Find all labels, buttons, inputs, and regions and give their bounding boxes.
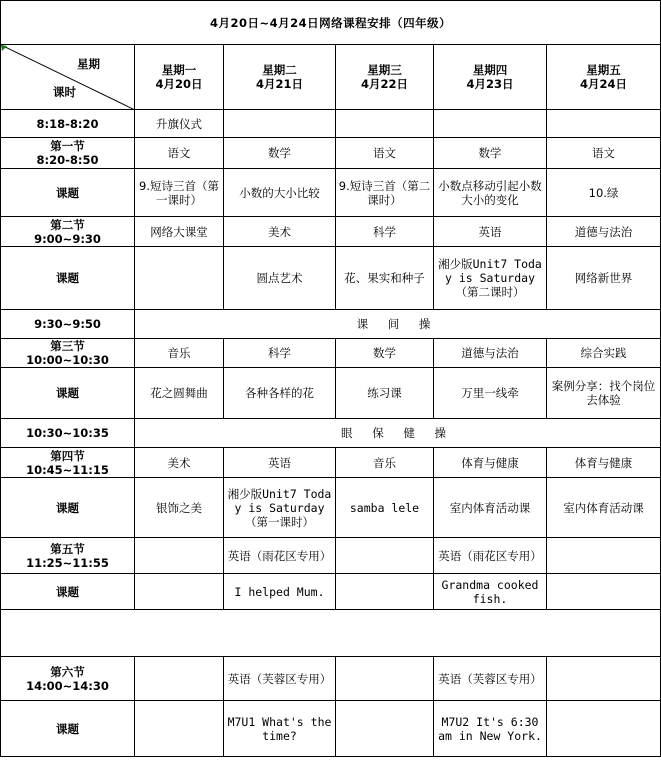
topic-label: 课题 [1,368,135,419]
topic-cell: 小数的大小比较 [224,169,336,217]
subject-cell: 美术 [224,217,336,247]
topic-cell [135,247,224,310]
topic-label: 课题 [1,169,135,217]
corner-header-cell [1,45,135,110]
topic-label: 课题 [1,247,135,310]
period-1-header: 第一节 8:20-8:50 [1,138,135,169]
topic-cell: M7U1 What's the time? [224,701,336,757]
topic-label: 课题 [1,701,135,757]
schedule-title: 4月20日~4月24日网络课程安排（四年级） [1,1,661,45]
topic-cell [547,701,661,757]
subject-cell: 语文 [135,138,224,169]
topic-cell: 案例分享：找个岗位去体验 [547,368,661,419]
topic-cell [336,574,434,610]
day-header-mon: 星期一 4月20日 [135,45,224,110]
subject-cell [135,538,224,574]
period-4-header: 第四节 10:45~11:15 [1,448,135,478]
empty-cell [224,110,336,138]
subject-cell [135,657,224,701]
empty-cell [547,110,661,138]
empty-cell [336,110,434,138]
ceremony-cell: 升旗仪式 [135,110,224,138]
day-header-wed: 星期三 4月22日 [336,45,434,110]
subject-cell: 科学 [224,339,336,368]
subject-cell: 英语 [224,448,336,478]
empty-cell [434,110,547,138]
day-header-thu: 星期四 4月23日 [434,45,547,110]
topic-cell [135,574,224,610]
topic-cell: 银饰之美 [135,478,224,538]
break-time: 9:30~9:50 [1,310,135,339]
period-5-header: 第五节 11:25~11:55 [1,538,135,574]
eye-exercise-cell: 眼 保 健 操 [135,419,661,448]
topic-cell: 练习课 [336,368,434,419]
corner-weekday-label: 星期 [77,57,100,71]
subject-cell: 英语（雨花区专用） [434,538,547,574]
topic-cell: 各种各样的花 [224,368,336,419]
subject-cell [547,538,661,574]
subject-cell: 数学 [434,138,547,169]
topic-cell: 万里一线牵 [434,368,547,419]
subject-cell: 音乐 [135,339,224,368]
subject-cell: 道德与法治 [547,217,661,247]
subject-cell: 英语（雨花区专用） [224,538,336,574]
topic-cell: 湘少版Unit7 Today is Saturday（第二课时） [434,247,547,310]
subject-cell [336,538,434,574]
topic-cell: M7U2 It's 6:30 am in New York. [434,701,547,757]
topic-label: 课题 [1,574,135,610]
topic-cell: 小数点移动引起小数大小的变化 [434,169,547,217]
subject-cell [547,657,661,701]
topic-cell: 圆点艺术 [224,247,336,310]
subject-cell: 道德与法治 [434,339,547,368]
topic-label: 课题 [1,478,135,538]
topic-cell: 网络新世界 [547,247,661,310]
day-header-tue: 星期二 4月21日 [224,45,336,110]
subject-cell: 语文 [336,138,434,169]
topic-cell: 9.短诗三首（第二课时） [336,169,434,217]
topic-cell: Grandma cooked fish. [434,574,547,610]
period-6-header: 第六节 14:00~14:30 [1,657,135,701]
subject-cell: 科学 [336,217,434,247]
subject-cell: 语文 [547,138,661,169]
topic-cell: 花之圆舞曲 [135,368,224,419]
topic-cell: 9.短诗三首（第一课时） [135,169,224,217]
topic-cell: 10.绿 [547,169,661,217]
period-2-header: 第二节 9:00~9:30 [1,217,135,247]
subject-cell: 体育与健康 [547,448,661,478]
topic-cell [135,701,224,757]
subject-cell: 数学 [224,138,336,169]
subject-cell: 英语（芙蓉区专用） [434,657,547,701]
subject-cell: 体育与健康 [434,448,547,478]
topic-cell: 室内体育活动课 [434,478,547,538]
ceremony-time: 8:18-8:20 [1,110,135,138]
subject-cell [336,657,434,701]
topic-cell [336,701,434,757]
break-exercise-cell: 课 间 操 [135,310,661,339]
subject-cell: 数学 [336,339,434,368]
topic-cell: 室内体育活动课 [547,478,661,538]
day-header-fri: 星期五 4月24日 [547,45,661,110]
topic-cell: 花、果实和种子 [336,247,434,310]
diagonal-divider [1,45,135,110]
topic-cell: samba lele [336,478,434,538]
subject-cell: 美术 [135,448,224,478]
lunch-gap-row [1,610,661,657]
topic-cell [547,574,661,610]
topic-cell: I helped Mum. [224,574,336,610]
subject-cell: 英语 [434,217,547,247]
subject-cell: 综合实践 [547,339,661,368]
subject-cell: 英语（芙蓉区专用） [224,657,336,701]
period-3-header: 第三节 10:00~10:30 [1,339,135,368]
break-time: 10:30~10:35 [1,419,135,448]
corner-period-label: 课时 [53,85,76,99]
topic-cell: 湘少版Unit7 Today is Saturday（第一课时） [224,478,336,538]
subject-cell: 网络大课堂 [135,217,224,247]
subject-cell: 音乐 [336,448,434,478]
